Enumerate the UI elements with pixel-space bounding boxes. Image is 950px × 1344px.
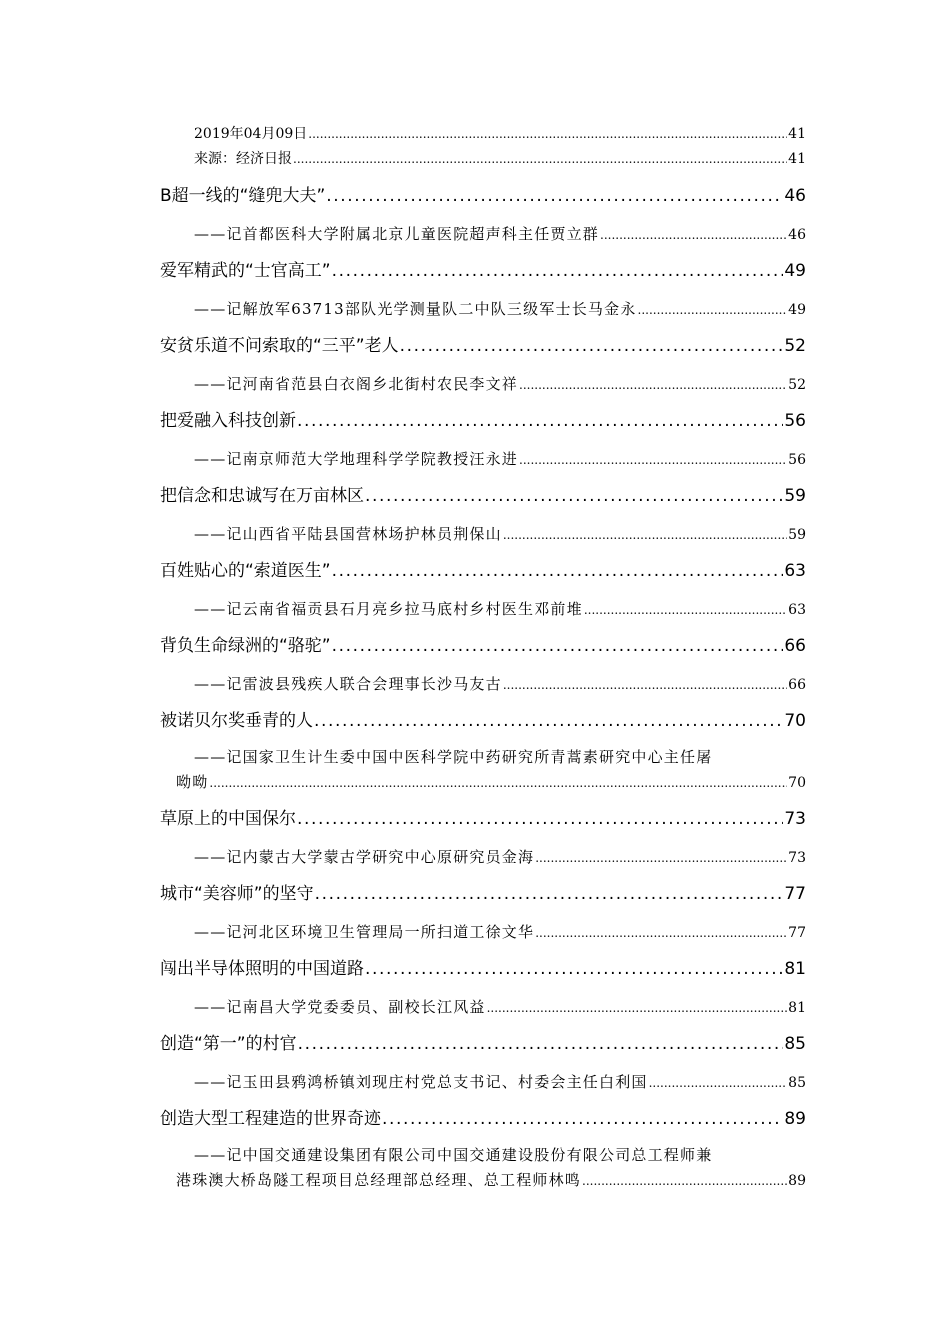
- toc-entry-title: 被诺贝尔奖垂青的人: [160, 711, 313, 731]
- dot-leader: [382, 1106, 783, 1132]
- dot-leader: [315, 881, 784, 907]
- dot-leader: [535, 922, 787, 943]
- toc-entry[interactable]: [160, 1031, 806, 1057]
- toc-page-number: 41: [788, 151, 806, 167]
- toc-entry[interactable]: [160, 881, 806, 907]
- dot-leader: [332, 258, 784, 284]
- toc-page-number: 49: [788, 302, 806, 318]
- toc-subentry[interactable]: [194, 1071, 806, 1093]
- toc-entry[interactable]: [160, 483, 806, 509]
- toc-entry-title: 创造大型工程建造的世界奇迹: [160, 1109, 381, 1129]
- dot-leader: [584, 599, 787, 620]
- dot-leader: [487, 997, 788, 1018]
- dot-leader: [535, 847, 787, 868]
- toc-entry-title: 背负生命绿洲的“骆驼”: [160, 636, 331, 656]
- dot-leader: [297, 806, 783, 832]
- toc-page-number: 66: [788, 677, 806, 693]
- toc-page-number: 89: [784, 1109, 806, 1129]
- toc-subentry-text: ——记河南省范县白衣阁乡北街村农民李文祥: [194, 375, 519, 393]
- dot-leader: [365, 956, 783, 982]
- toc-entry-title: 爱军精武的“士官高工”: [160, 261, 331, 281]
- toc-entry[interactable]: [160, 558, 806, 584]
- toc-subentry-text: ——记南昌大学党委委员、副校长江风益: [194, 998, 486, 1016]
- toc-page-number: 46: [788, 227, 806, 243]
- toc-page-number: 77: [788, 925, 806, 941]
- toc-subentry[interactable]: [194, 523, 806, 545]
- toc-subentry[interactable]: [194, 223, 806, 245]
- toc-page-number: 70: [784, 711, 806, 731]
- toc-page-number: 49: [784, 261, 806, 281]
- toc-page-number: 63: [784, 561, 806, 581]
- dot-leader: [503, 524, 787, 545]
- toc-entry-title: 把爱融入科技创新: [160, 411, 296, 431]
- dot-leader: [519, 449, 787, 470]
- dot-leader: [638, 299, 788, 320]
- toc-page-number: 41: [788, 126, 806, 142]
- toc-subentry[interactable]: [194, 448, 806, 470]
- toc-entry[interactable]: [160, 1106, 806, 1132]
- toc-subentry-text: 港珠澳大桥岛隧工程项目总经理部总经理、总工程师林鸣: [176, 1171, 582, 1189]
- dot-leader: [297, 408, 783, 434]
- dot-leader: [332, 633, 784, 659]
- toc-page-number: 56: [784, 411, 806, 431]
- toc-subentry-text: ——记内蒙古大学蒙古学研究中心原研究员金海: [194, 848, 535, 866]
- dot-leader: [293, 148, 787, 170]
- dot-leader: [314, 708, 783, 734]
- toc-page-number: 63: [788, 602, 806, 618]
- toc-page-number: 73: [784, 809, 806, 829]
- toc-page-number: 81: [788, 1000, 806, 1016]
- toc-entry[interactable]: [160, 708, 806, 734]
- toc-subentry-text: ——记南京师范大学地理科学学院教授汪永进: [194, 450, 519, 468]
- toc-date-text: 2019年04月09日: [194, 126, 308, 142]
- toc-subentry-text: ——记河北区环境卫生管理局一所扫道工徐文华: [194, 923, 535, 941]
- dot-leader: [298, 1031, 784, 1057]
- dot-leader: [400, 333, 784, 359]
- toc-date-line: [194, 123, 806, 145]
- dot-leader: [332, 558, 784, 584]
- toc-entry[interactable]: [160, 333, 806, 359]
- toc-subentry-text: ——记雷波县残疾人联合会理事长沙马友古: [194, 675, 502, 693]
- toc-entry-title: 把信念和忠诚写在万亩林区: [160, 486, 364, 506]
- toc-entry-title: 安贫乐道不问索取的“三平”老人: [160, 336, 399, 356]
- toc-subentry-text: ——记解放军63713部队光学测量队二中队三级军士长马金永: [194, 300, 637, 318]
- dot-leader: [326, 183, 783, 209]
- toc-entry-title: 创造“第一”的村官: [160, 1034, 297, 1054]
- dot-leader: [503, 674, 787, 695]
- dot-leader: [519, 374, 787, 395]
- toc-subentry-text: 呦呦: [176, 773, 209, 791]
- dot-leader: [209, 772, 787, 793]
- toc-entry[interactable]: [160, 806, 806, 832]
- toc-entry-title: 草原上的中国保尔: [160, 809, 296, 829]
- toc-page-number: 56: [788, 452, 806, 468]
- dot-leader: [649, 1072, 788, 1093]
- toc-subentry-text: ——记云南省福贡县石月亮乡拉马底村乡村医生邓前堆: [194, 600, 583, 618]
- toc-subentry-line1[interactable]: ——记中国交通建设集团有限公司中国交通建设股份有限公司总工程师兼: [194, 1146, 713, 1164]
- toc-page-number: 59: [784, 486, 806, 506]
- toc-page-number: 70: [788, 775, 806, 791]
- toc-page-number: 89: [788, 1173, 806, 1189]
- toc-page-number: 73: [788, 850, 806, 866]
- toc-subentry[interactable]: [194, 373, 806, 395]
- toc-page-number: 85: [784, 1034, 806, 1054]
- toc-subentry[interactable]: [194, 996, 806, 1018]
- toc-page-number: 52: [788, 377, 806, 393]
- toc-entry[interactable]: [160, 183, 806, 209]
- toc-source-line: [194, 148, 806, 170]
- toc-subentry-text: ——记首都医科大学附属北京儿童医院超声科主任贾立群: [194, 225, 600, 243]
- toc-page-number: 59: [788, 527, 806, 543]
- toc-subentry-text: ——记玉田县鸦鸿桥镇刘现庄村党总支书记、村委会主任白利国: [194, 1073, 648, 1091]
- toc-page-number: 77: [784, 884, 806, 904]
- toc-page-number: 46: [784, 186, 806, 206]
- dot-leader: [600, 224, 787, 245]
- toc-subentry[interactable]: [176, 1169, 806, 1191]
- toc-entry-title: B超一线的“缝兜大夫”: [160, 186, 326, 206]
- toc-subentry-text: ——记山西省平陆县国营林场护林员荆保山: [194, 525, 502, 543]
- toc-entry[interactable]: [160, 956, 806, 982]
- toc-subentry[interactable]: [194, 298, 806, 320]
- toc-subentry[interactable]: [194, 673, 806, 695]
- toc-source-text: 来源：经济日报: [194, 151, 292, 167]
- toc-subentry[interactable]: [176, 771, 806, 793]
- dot-leader: [582, 1170, 787, 1191]
- toc-page-number: 66: [784, 636, 806, 656]
- toc-entry-title: 闯出半导体照明的中国道路: [160, 959, 364, 979]
- toc-entry-title: 百姓贴心的“索道医生”: [160, 561, 331, 581]
- dot-leader: [308, 123, 787, 145]
- toc-subentry-line1[interactable]: ——记国家卫生计生委中国中医科学院中药研究所青蒿素研究中心主任屠: [194, 748, 713, 766]
- toc-subentry[interactable]: [194, 598, 806, 620]
- toc-entry[interactable]: [160, 258, 806, 284]
- toc-entry[interactable]: [160, 633, 806, 659]
- dot-leader: [365, 483, 783, 509]
- toc-page-number: 81: [784, 959, 806, 979]
- toc-entry[interactable]: [160, 408, 806, 434]
- toc-subentry[interactable]: [194, 921, 806, 943]
- toc-page-number: 85: [788, 1075, 806, 1091]
- toc-entry-title: 城市“美容师”的坚守: [160, 884, 314, 904]
- toc-page-number: 52: [784, 336, 806, 356]
- toc-subentry[interactable]: [194, 846, 806, 868]
